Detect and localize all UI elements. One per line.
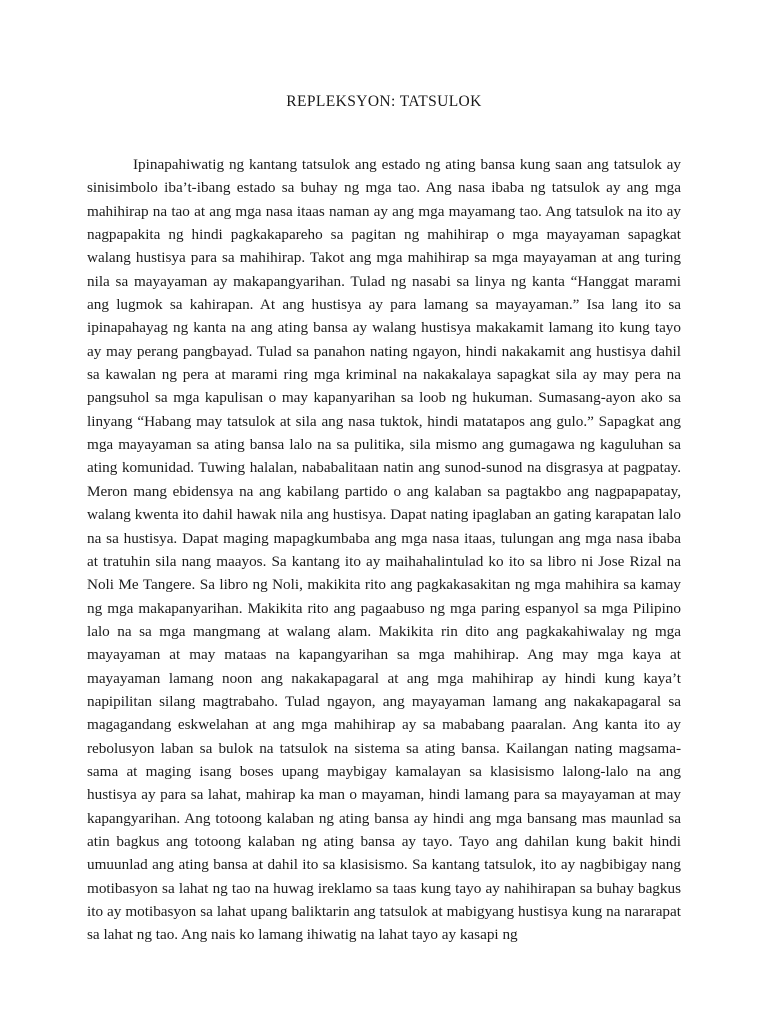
- body-paragraph: Ipinapahiwatig ng kantang tatsulok ang estado ng ating bansa kung saan ang tatsulok ay sinisimbolo iba’t-ibang estado sa buhay ng mga tao. Ang nasa ibaba ng tatsulok ay ang mga mahihirap na tao at ang mga nasa itaas naman ay ang mga mayamang tao. Ang tatsulok na ito ay nagpapakita ng hindi pagkakapareho sa pagitan ng mahihirap o mga mayayaman sapagkat walang hustisya para sa mahihirap. Takot ang mga mahihirap sa mga mayayaman at ang turing nila sa mayayaman ay makapangyarihan. Tulad ng nasabi sa linya ng kanta “Hanggat marami ang lugmok sa kahirapan. At ang hustisya ay para lamang sa mayayaman.” Isa lang ito sa ipinapahayag ng kanta na ang ating bansa ay walang hustisya makakamit lamang ito kung tayo ay may perang pangbayad. Tulad sa panahon nating ngayon, hindi nakakamit ang hustisya dahil sa kawalan ng pera at marami ring mga kriminal na nakakalaya sapagkat sila ay may pera na pangsuhol sa mga kapulisan o may kapanyarihan sa loob ng hukuman. Sumasang-ayon ako sa linyang “Habang may tatsulok at sila ang nasa tuktok, hindi matatapos ang gulo.” Sapagkat ang mga mayayaman sa ating bansa lalo na sa pulitika, sila mismo ang gumagawa ng kaguluhan sa ating komunidad. Tuwing halalan, nababalitaan natin ang sunod-sunod na disgrasya at pagpatay. Meron mang ebidensya na ang kabilang partido o ang kalaban sa pagtakbo ang nagpapapatay, walang kwenta ito dahil hawak nila ang hustisya. Dapat nating ipaglaban an gating karapatan lalo na sa hustisya. Dapat maging mapagkumbaba ang mga nasa itaas, tulungan ang mga nasa ibaba at tratuhin sila nang maayos. Sa kantang ito ay maihahalintulad ko ito sa libro ni Jose Rizal na Noli Me Tangere. Sa libro ng Noli, makikita rito ang pagkakasakitan ng mga mahihira sa kamay ng mga makapanyarihan. Makikita rito ang pagaabuso ng mga paring espanyol sa mga Pilipino lalo na sa mga mangmang at walang alam. Makikita rin dito ang pagkakahiwalay ng mga mayayaman at may mataas na kapangyarihan sa mga mahihirap. Ang may mga kaya at mayayaman lamang noon ang nakakapagaral at ang mga mahihirap ay hindi kung kaya’t napipilitan silang magtrabaho. Tulad ngayon, ang mayayaman lamang ang nakakapagaral sa magagandang eskwelahan at ang mga mahihirap ay sa mababang paaralan. Ang kanta ito ay rebolusyon laban sa bulok na tatsulok na sistema sa ating bansa. Kailangan nating magsama-sama at maging isang boses upang maybigay kamalayan sa klasisismo lalong-lalo na ang hustisya ay para sa lahat, mahirap ka man o mayaman, hindi lamang para sa mayayaman at may kapangyarihan. Ang totoong kalaban ng ating bansa ay hindi ang mga bansang mas maunlad sa atin bagkus ang totoong kalaban ng ating bansa ay tayo. Tayo ang dahilan kung bakit hindi umuunlad ang ating bansa at dahil ito sa klasisismo. Sa kantang tatsulok, ito ay nagbibigay nang motibasyon sa lahat ng tao na huwag ireklamo sa taas kung tayo ay nahihirapan sa buhay bagkus ito ay motibasyon sa lahat upang baliktarin ang tatsulok at mabigyang hustisya kung na nararapat sa lahat ng tao. Ang nais ko lamang ihiwatig na lahat tayo ay kasapi ng: [87, 156, 681, 944]
- document-title: REPLEKSYON: TATSULOK: [286, 93, 482, 110]
